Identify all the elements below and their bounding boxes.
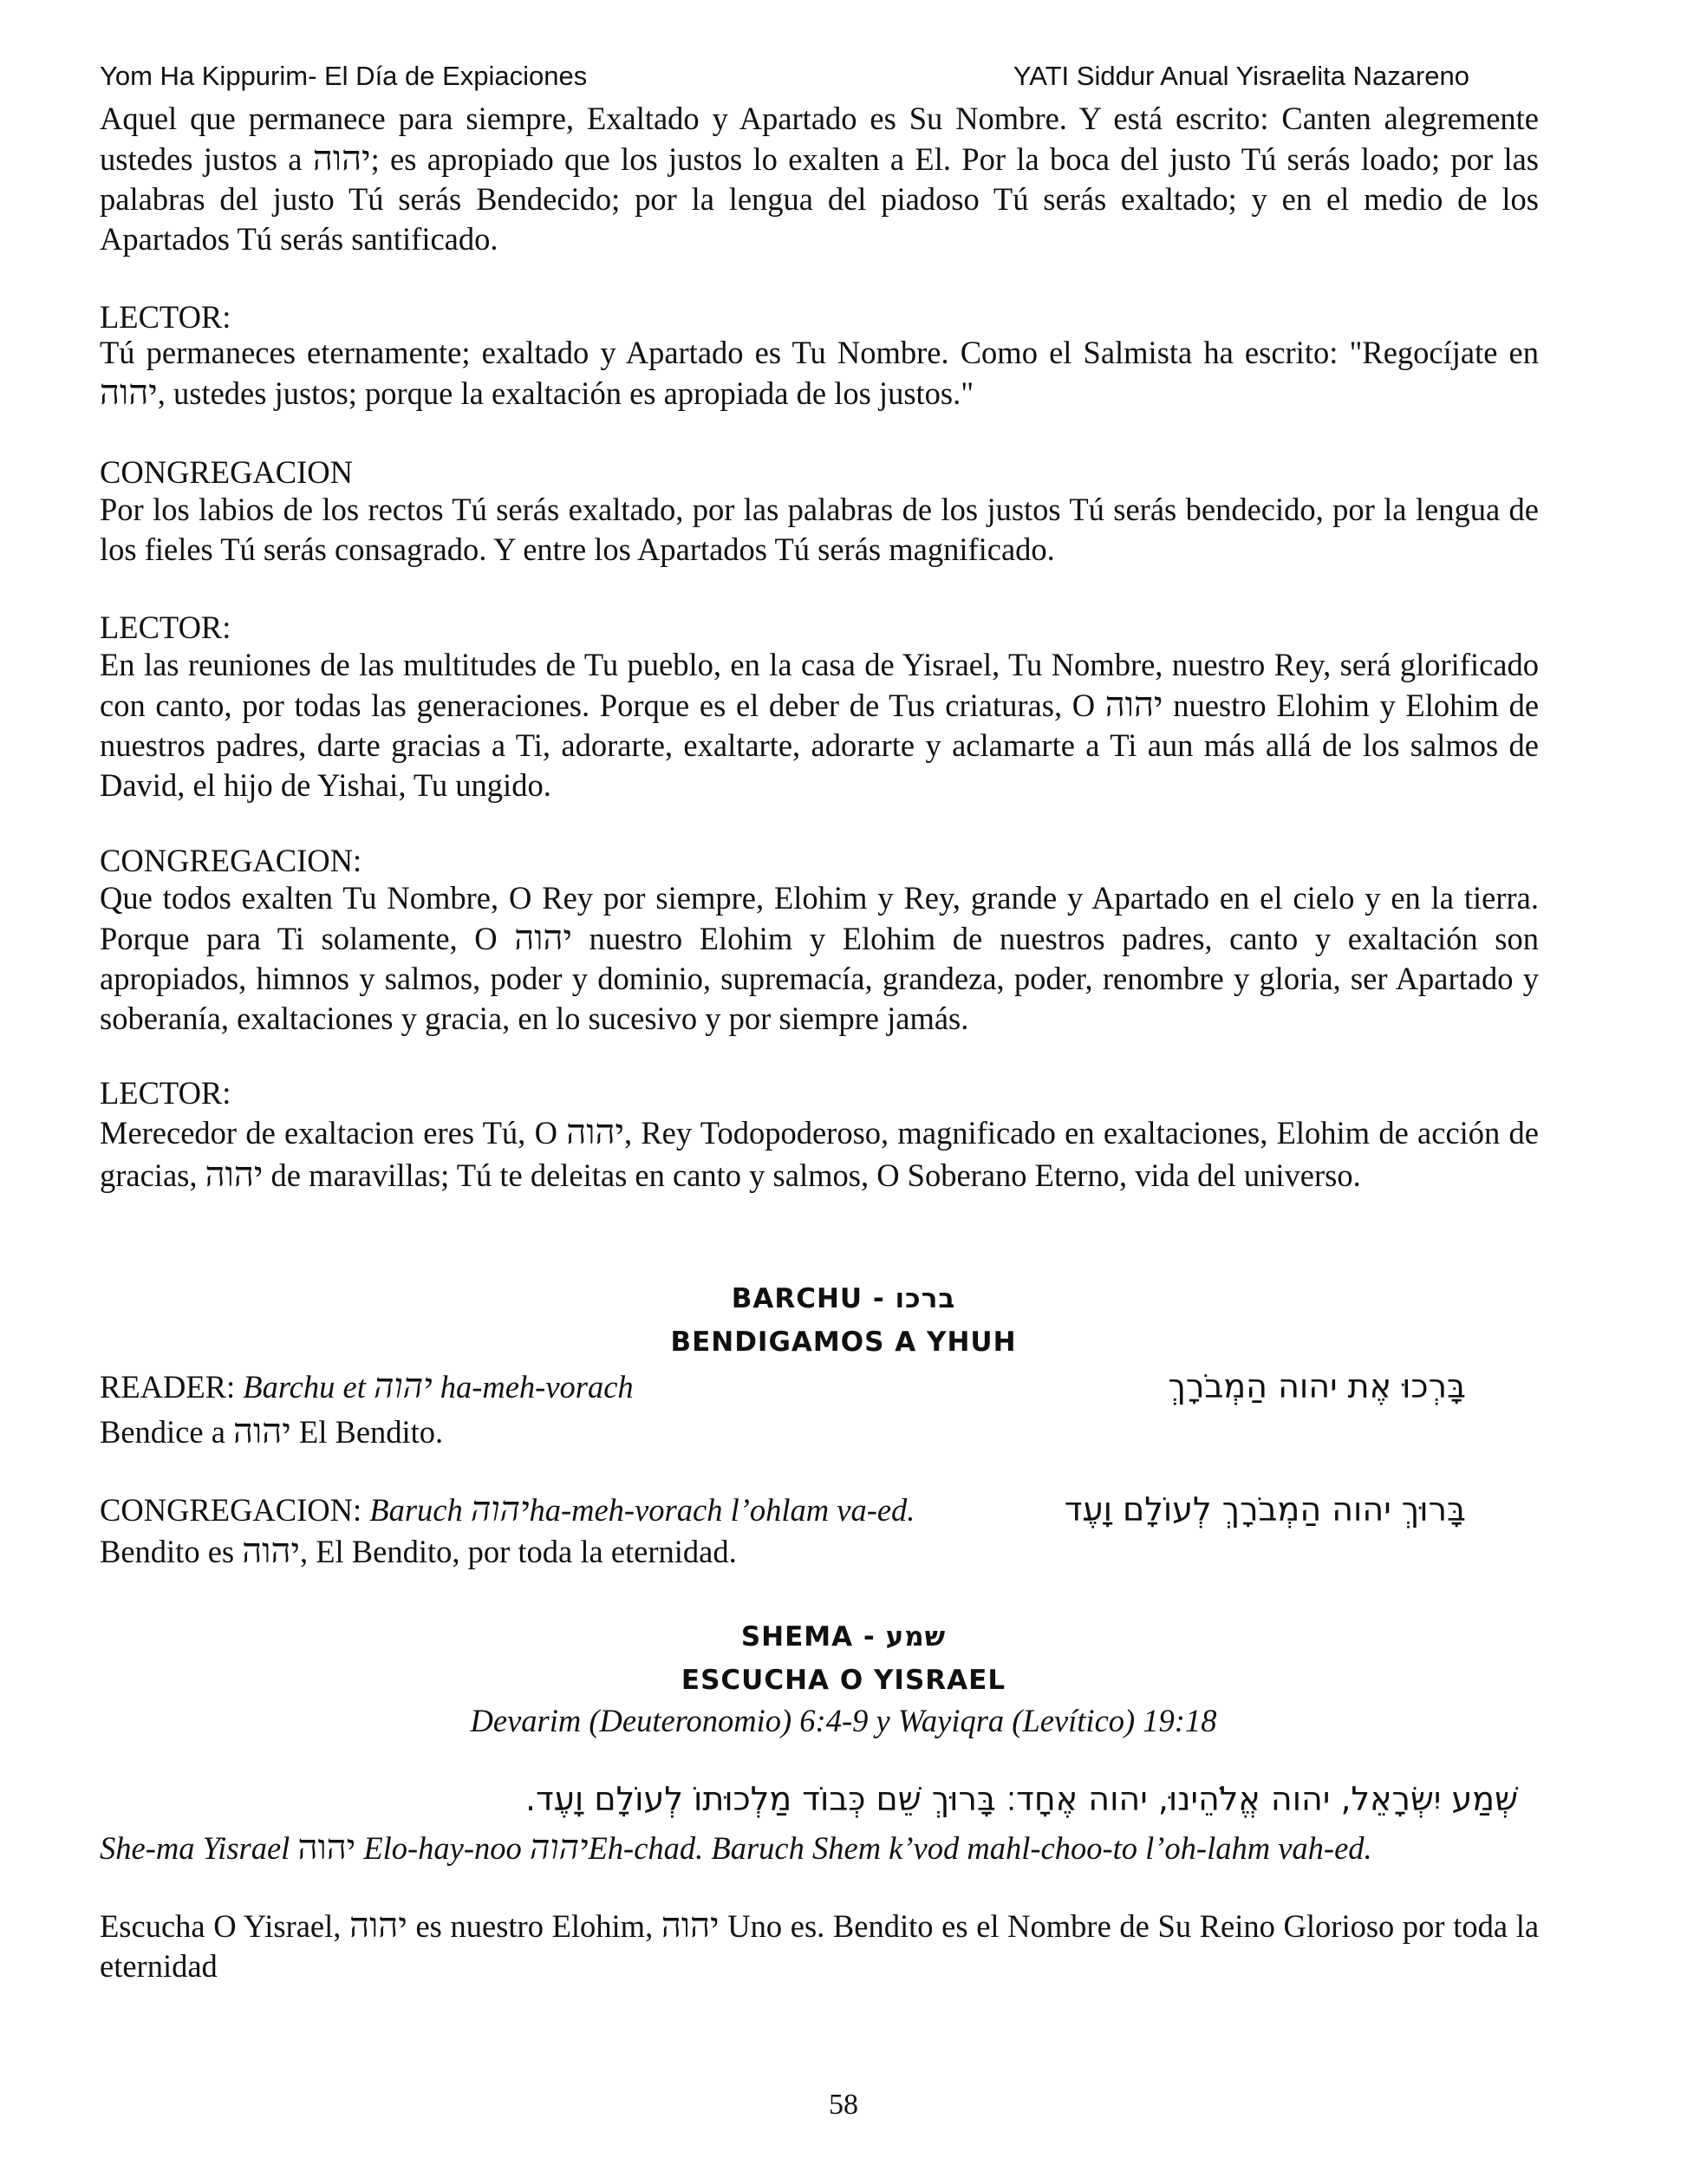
divine-name: יהוה [349,1906,407,1945]
shema-translation: Escucha O Yisrael, יהוה es nuestro Elohim, יהוה Uno es. Bendito es el Nombre de Su Reino Glorioso por toda la eternidad [100,1906,1540,1984]
divine-name: יהוה [661,1906,720,1945]
divine-name: יהוה [470,1490,530,1529]
header-left: Yom Ha Kippurim- El Día de Expiaciones [100,61,588,91]
shema-transliteration: She-ma Yisrael יהוה Elo-hay-noo יהוהEh-chad. Baruch Shem k’vod mahl-choo-to l’oh-lahm vah-ed. [100,1828,1372,1867]
divine-name: יהוה [514,918,573,957]
shema-heading: SHEMA - שמע [740,1621,947,1653]
divine-name: יהוה [373,1366,433,1405]
intro-paragraph: Aquel que permanece para siempre, Exaltado y Apartado es Su Nombre. Y está escrito: Canten alegremente ustedes justos a יהוה; es apropiado que los justos lo exalten a El. Por la boca del justo Tú serás loado; por las palabras del justo Tú serás Bendecido; por la lengua del piadoso Tú serás exaltado; y en el medio de los Apartados Tú serás santificado. [100,101,1540,257]
divine-name: יהוה [297,1828,356,1867]
reader-line: READER: Barchu et יהוה ha-meh-vorach [100,1366,634,1405]
divine-name: יהוה [205,1155,264,1194]
barchu-heading: BARCHU - ברכו [731,1283,956,1314]
reader-hebrew: בָּרְכוּ אֶת יהוה הַמְבֹרָךְ [1168,1367,1466,1405]
scripture-reference: Devarim (Deuteronomio) 6:4-9 y Wayiqra (Levítico) 19:18 [470,1703,1217,1738]
barchu-subheading: BENDIGAMOS A YHUH [670,1327,1017,1358]
congregation-translation: Bendito es יהוה, El Bendito, por toda la eternidad. [100,1531,737,1570]
divine-name: יהוה [233,1411,291,1451]
page-number: 58 [829,2089,858,2121]
congregation-paragraph-1: Por los labios de los rectos Tú serás exaltado, por las palabras de los justos Tú serás bendecido, por la lengua de los fieles Tú serás consagrado. Y entre los Apartados Tú serás magnificado. [100,492,1539,567]
divine-name: יהוה [566,1112,624,1151]
congregation-paragraph-2: Que todos exalten Tu Nombre, O Rey por siempre, Elohim y Rey, grande y Apartado en el cielo y en la tierra. Porque para Ti solamente, O יהוה nuestro Elohim y Elohim de nuestros padres, canto y exaltación son apropiados, himnos y salmos, poder y dominio, supremacía, grandeza, poder, renombre y gloria, ser Apartado y soberanía, exaltaciones y gracia, en lo sucesivo y por siempre jamás. [100,880,1539,1036]
header-right: YATI Siddur Anual Yisraelita Nazareno [1013,61,1469,91]
reader-translation: Bendice a יהוה El Bendito. [100,1411,444,1451]
page-header [100,57,1469,95]
congregation-line: CONGREGACION: Baruch יהוהha-meh-vorach l’ohlam va-ed. [100,1490,915,1529]
divine-name: יהוה [312,139,371,178]
section-label: LECTOR: [100,1075,231,1111]
divine-name: יהוה [1104,685,1163,724]
shema-hebrew: שְׁמַע יִשְׂרָאֵל, יהוה אֱלֹהֵינוּ, יהוה אֶחָד׃ בָּרוּךְ שֵׁם כְּבוֹד מַלְכוּתוֹ לְעוֹלָם וָעֶד. [524,1780,1518,1818]
section-label: CONGREGACION: [100,843,362,878]
congregation-hebrew: בָּרוּךְ יהוה הַמְבֹרָךְ לְעוֹלָם וָעֶד [1064,1490,1466,1529]
section-label: LECTOR: [100,299,231,335]
divine-name: יהוה [100,373,158,412]
divine-name: יהוה [242,1531,300,1570]
lector-paragraph-3: Merecedor de exaltacion eres Tú, O יהוה, Rey Todopoderoso, magnificado en exaltaciones, Elohim de acción de gracias, יהוה de maravillas; Tú te deleitas en canto y salmos, O Soberano Eterno, vida del universo. [100,1112,1540,1194]
divine-name: יהוה [529,1828,589,1867]
lector-paragraph-1: Tú permaneces eternamente; exaltado y Apartado es Tu Nombre. Como el Salmista ha escrito: "Regocíjate en יהוה, ustedes justos; porque la exaltación es apropiada de los justos." [100,335,1539,412]
shema-subheading: ESCUCHA O YISRAEL [681,1665,1006,1696]
section-label: CONGREGACION [100,454,353,490]
lector-paragraph-2: En las reuniones de las multitudes de Tu pueblo, en la casa de Yisrael, Tu Nombre, nuestro Rey, será glorificado con canto, por todas las generaciones. Porque es el deber de Tus criaturas, O יהוה nuestro Elohim y Elohim de nuestros padres, darte gracias a Ti, adorarte, exaltarte, adorarte y aclamarte a Ti aun más allá de los salmos de David, el hijo de Yishai, Tu ungido. [100,647,1540,803]
section-label: LECTOR: [100,610,231,645]
